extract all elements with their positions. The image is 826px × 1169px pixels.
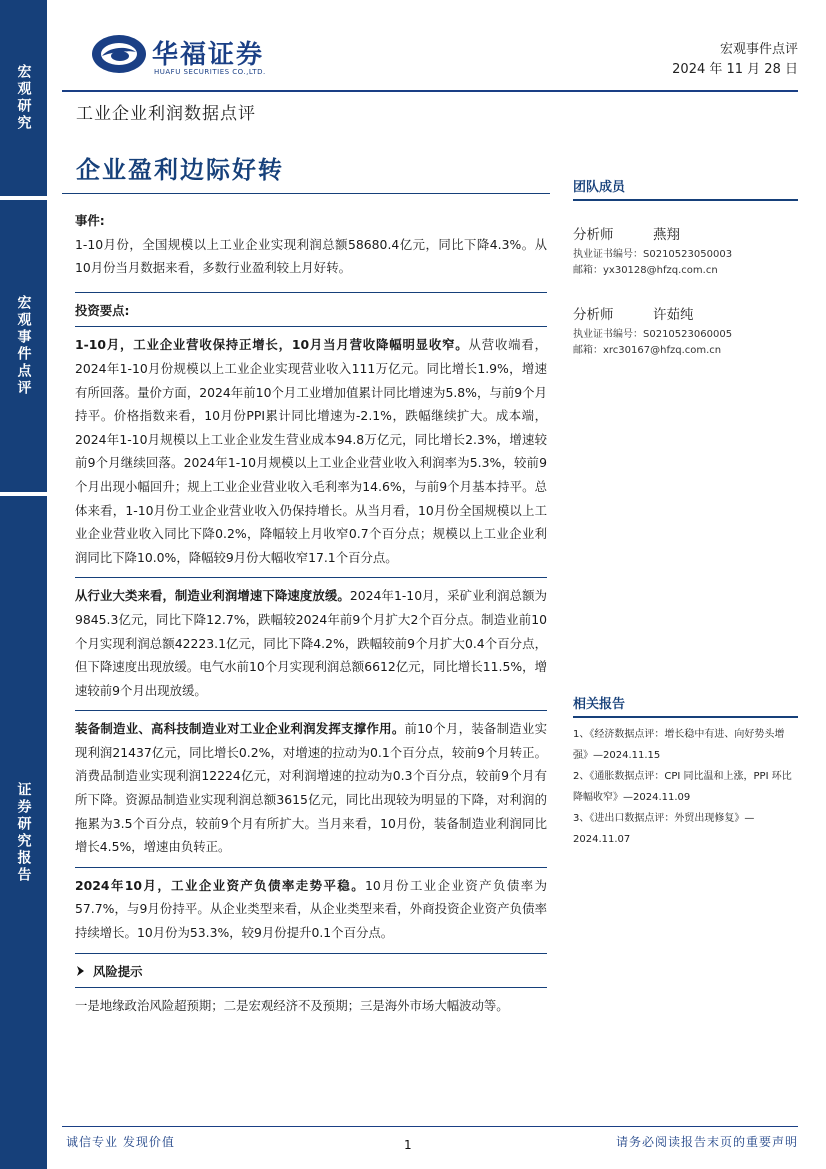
email-label: 邮箱： [573, 265, 603, 276]
logo-chinese-name: 华福证券 [152, 40, 265, 70]
logo-english-name: HUAFU SECURITIES CO.,LTD. [154, 68, 266, 76]
paragraph-lead: 从行业大类来看，制造业利润增速下降速度放缓。 [75, 588, 350, 604]
section-divider [75, 867, 547, 868]
related-reports-section [573, 693, 798, 850]
sidebar-report-label: 证券研究报告 [15, 781, 32, 884]
page-footer [62, 1126, 798, 1156]
paragraph-lead: 装备制造业、高科技制造业对工业企业利润发挥支撑作用。 [75, 721, 405, 737]
sidebar-report-block [0, 496, 47, 1169]
risk-heading-label: 风险提示 [93, 963, 143, 979]
left-sidebar [0, 0, 47, 1169]
invest-paragraph-2 [75, 584, 547, 702]
paragraph-body: 10月份工业企业资产负债率为57.7%，与9月份持平。从企业类型来看，从企业类型来看，外商投资企业资产负债率持续增长。10月份为53.3%，较9月份提升0.1个百分点。 [75, 877, 547, 941]
related-report-item[interactable]: 3、《进出口数据点评：外贸出现修复》—2024.11.07 [573, 813, 755, 845]
analyst-card [573, 223, 798, 279]
section-divider [75, 710, 547, 711]
header-meta [672, 40, 798, 80]
invest-paragraph-3 [75, 717, 547, 859]
analyst-role: 分析师 [573, 227, 614, 243]
sidebar-type-label: 宏观事件点评 [15, 295, 32, 397]
analyst-name: 燕翔 [653, 227, 680, 243]
cert-label: 执业证书编号： [573, 249, 643, 260]
chevron-right-icon [75, 965, 87, 977]
team-heading: 团队成员 [573, 180, 626, 195]
paragraph-lead: 1-10月，工业企业营收保持正增长，10月当月营收降幅明显收窄。 [75, 337, 469, 353]
title-divider [62, 193, 550, 194]
invest-paragraph-4 [75, 874, 547, 945]
footer-disclaimer: 请务必阅读报告末页的重要声明 [615, 1135, 798, 1149]
analyst-name: 许茹纯 [653, 307, 694, 323]
cert-number: S0210523050003 [643, 249, 733, 260]
section-divider [75, 987, 547, 988]
analyst-card [573, 303, 798, 359]
related-report-item[interactable]: 1、《经济数据点评：增长稳中有进、向好势头增强》—2024.11.15 [573, 729, 785, 761]
analyst-role: 分析师 [573, 307, 614, 323]
paragraph-lead: 2024年10月，工业企业资产负债率走势平稳。 [75, 877, 366, 893]
team-section [573, 176, 798, 359]
cert-number: S0210523060005 [643, 329, 733, 340]
sidebar-category-block [0, 0, 47, 196]
invest-paragraph-1 [75, 333, 547, 569]
cert-label: 执业证书编号： [573, 329, 643, 340]
related-report-list [573, 724, 798, 850]
logo-swirl-icon [90, 32, 148, 76]
section-divider [75, 326, 547, 327]
risk-text: 一是地缘政治风险超预期；二是宏观经济不及预期；三是海外市场大幅波动等。 [75, 998, 509, 1014]
report-subtitle: 工业企业利润数据点评 [76, 104, 256, 124]
related-heading: 相关报告 [573, 697, 626, 712]
event-text: 1-10月份，全国规模以上工业企业实现利润总额58680.4亿元，同比下降4.3%。从10月份当月数据来看，多数行业盈利较上月好转。 [75, 236, 547, 276]
report-title: 企业盈利边际好转 [76, 156, 284, 184]
event-heading: 事件: [75, 213, 105, 228]
section-divider [75, 953, 547, 954]
analyst-email[interactable]: xrc30167@hfzq.com.cn [603, 345, 722, 356]
paragraph-body: 从营收端看，2024年1-10月份规模以上工业企业实现营业收入111万亿元。同比增长1.9%，增速有所回落。量价方面，2024年前10个月工业增加值累计同比增速为5.8%，与前9个月持平。价格指数来看，10月份PPI累计同比增速为-2.1%，跌幅继续扩大。成本端，2024年1-10月规模以上工业企业发生营业成本94.8万亿元，同比增长2.3%，增速较前9个月继续回落。2024年1-10月规模以上工业企业营业收入利润率为5.3%，较前9个月出现小幅回升；规上工业企业营业收入毛利率为14.6%，与前9个月基本持平。总体来看，1-10月份工业企业营业收入仍保持增长。从当月看，10月份全国规模以上工业企业营业收入同比下降0.2%，降幅较上月收窄0.7个百分点；规模以上工业企业利润同比下降10.0%，降幅较9月份大幅收窄17.1个百分点。 [75, 337, 548, 565]
related-divider [573, 716, 798, 718]
email-label: 邮箱： [573, 345, 603, 356]
footer-divider [62, 1126, 798, 1127]
analyst-email[interactable]: yx30128@hfzq.com.cn [603, 265, 718, 276]
invest-heading: 投资要点: [75, 302, 130, 318]
report-date: 2024 年 11 月 28 日 [672, 62, 798, 77]
header-divider [62, 90, 798, 92]
sidebar-type-block [0, 200, 47, 492]
sidebar-category-label: 宏观研究 [15, 64, 32, 132]
company-logo [90, 30, 330, 80]
risk-heading [75, 960, 547, 984]
main-content [75, 205, 547, 1018]
paragraph-body: 前10个月，装备制造业实现利润21437亿元，同比增长0.2%，对增速的拉动为0.1个百分点，较前9个月转正。消费品制造业实现利润12224亿元，对利润增速的拉动为0.3个百分点，较前9个月有所下降。资源品制造业实现利润总额3615亿元，同比出现较为明显的下降，对利润的拖累为3.5个百分点，较前9个月有所扩大。当月来看，10月份，装备制造业利润同比增长4.5%，增速由负转正。 [75, 721, 547, 855]
paragraph-body: 2024年1-10月，采矿业利润总额为9845.3亿元，同比下降12.7%，跌幅较2024年前9个月扩大2个百分点。制造业前10个月实现利润总额42223.1亿元，同比下降4.2%，跌幅较前9个月扩大0.4个百分点，但下降速度出现放缓。电气水前10个月实现利润总额6612亿元，同比增长11.5%，增速较前9个月出现放缓。 [75, 588, 547, 698]
related-report-item[interactable]: 2、《通胀数据点评：CPI 同比温和上涨，PPI 环比降幅收窄》—2024.11.09 [573, 771, 792, 803]
section-divider [75, 292, 547, 293]
team-divider [573, 199, 798, 201]
page-number: 1 [404, 1138, 412, 1152]
footer-slogan: 诚信专业 发现价值 [66, 1135, 175, 1149]
section-divider [75, 577, 547, 578]
report-type: 宏观事件点评 [719, 42, 798, 57]
